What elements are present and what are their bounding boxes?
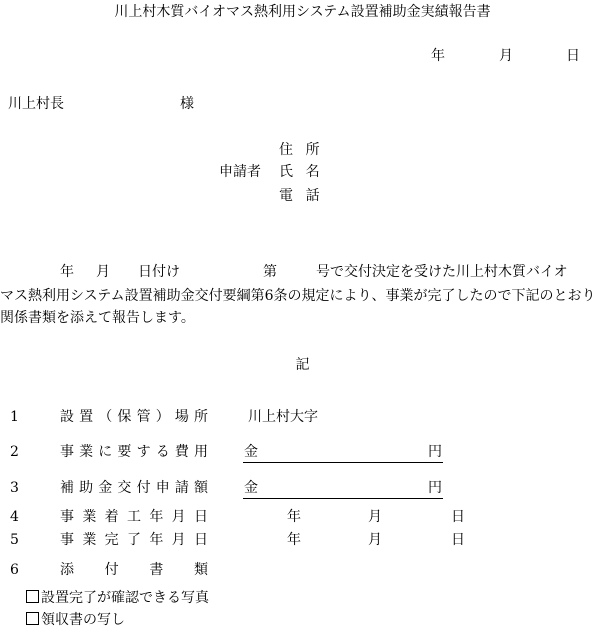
applicant-name-label: 氏名 (279, 164, 333, 180)
body-paragraph: マス熱利用システム設置補助金交付要綱第6条の規定により、事業が完了したので下記のとおり関係書類を添えて報告します。 (0, 288, 596, 326)
addressee-name: 川上村長 (8, 96, 64, 112)
item-number: 2 (10, 444, 19, 460)
body-line1-rest: 号で交付決定を受けた川上村木質バイオ (316, 264, 568, 280)
ki-heading: 記 (295, 357, 310, 373)
item-label-cost: 事業に要する費用 (60, 444, 208, 460)
date-month-label: 月 (499, 48, 513, 64)
cost-kin: 金 (244, 444, 258, 460)
item-label-start-date: 事業着工年月日 (60, 509, 208, 525)
body-month-label: 月 (96, 264, 110, 280)
document-title: 川上村木質バイオマス熱利用システム設置補助金実績報告書 (114, 4, 491, 20)
start-year-label: 年 (287, 509, 301, 525)
date-day-label: 日 (566, 48, 580, 64)
cost-underline (243, 442, 443, 463)
applicant-label: 申請者 (219, 164, 261, 180)
item-value-location: 川上村大字 (248, 409, 318, 425)
addressee-honorific: 様 (180, 96, 194, 112)
subsidy-yen: 円 (428, 480, 442, 496)
attachment-photo-checkbox[interactable] (26, 590, 39, 603)
item-number: 5 (10, 532, 19, 548)
attachment-photo (26, 588, 209, 608)
body-date-suffix: 日付け (138, 264, 180, 280)
attachment-photo-label: 設置完了が確認できる写真 (41, 590, 209, 606)
end-year-label: 年 (287, 532, 301, 548)
subsidy-underline (243, 478, 443, 499)
cost-yen: 円 (428, 444, 442, 460)
item-label-location: 設置（保管）場所 (60, 409, 208, 425)
body-year-label: 年 (60, 264, 74, 280)
item-number: 1 (10, 409, 19, 425)
applicant-address-label: 住所 (279, 142, 333, 158)
item-label-end-date: 事業完了年月日 (60, 532, 208, 548)
item-label-subsidy: 補助金交付申請額 (60, 480, 208, 496)
item-number: 6 (10, 562, 19, 578)
applicant-phone-label: 電話 (279, 188, 333, 204)
start-month-label: 月 (368, 509, 382, 525)
attachment-receipt (26, 610, 125, 630)
subsidy-kin: 金 (244, 480, 258, 496)
item-label-attachments: 添付書類 (60, 562, 208, 578)
item-number: 4 (10, 509, 19, 525)
end-day-label: 日 (451, 532, 465, 548)
item-number: 3 (10, 480, 19, 496)
date-year-label: 年 (431, 48, 445, 64)
end-month-label: 月 (368, 532, 382, 548)
attachment-receipt-checkbox[interactable] (26, 612, 39, 625)
start-day-label: 日 (451, 509, 465, 525)
body-number-prefix: 第 (263, 264, 277, 280)
attachment-receipt-label: 領収書の写し (41, 612, 125, 628)
